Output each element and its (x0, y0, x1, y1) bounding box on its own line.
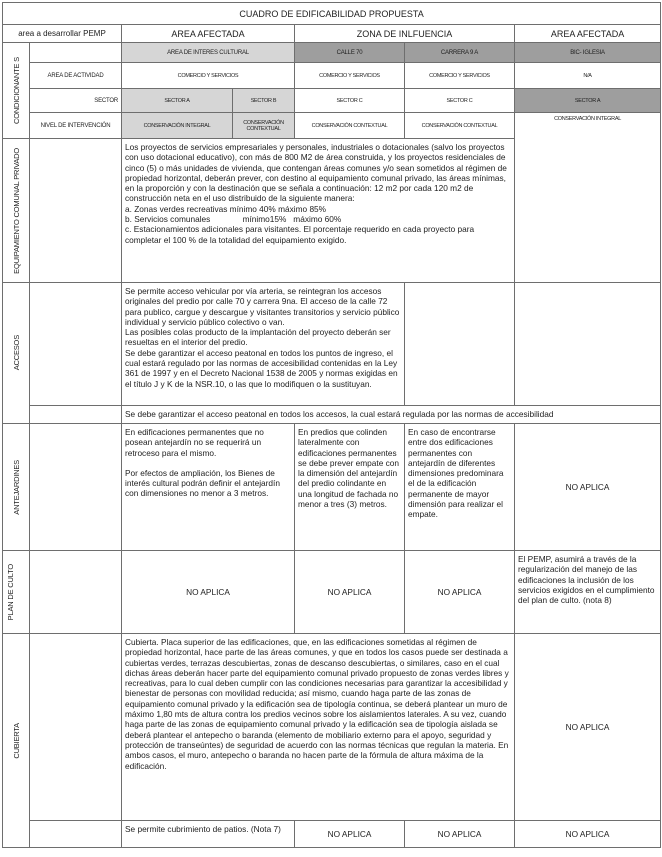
sector-col1a: SECTOR A (122, 89, 233, 113)
empty-cell (30, 634, 122, 821)
intervencion-col1b: CONSERVACIÓN CONTEXTUAL (233, 113, 295, 139)
plan-culto-col4: El PEMP, asumirá a través de la regularización del manejo de las edificaciones la inclusión de los servicios exigidos en el cumplimiento del plan de culto. (nota 8) (515, 551, 661, 634)
accesos-peatonal-text: Se debe garantizar el acceso peatonal en todos los accesos, la cual estará regulada por las normas de accesibilidad (122, 406, 661, 424)
empty-cell (30, 551, 122, 634)
antejardines-col3: En caso de encontrarse entre dos edificaciones permanentes con antejardín de diferentes dimensiones predominara el de la edificación permanente de mayor dimensión para realizar el empate. (405, 424, 515, 551)
actividad-col4: N/A (515, 63, 661, 89)
actividad-col2: COMERCIO Y SERVICIOS (295, 63, 405, 89)
edificabilidad-sheet (2, 2, 660, 855)
edificabilidad-table (2, 2, 661, 848)
sector-col2: SECTOR C (295, 89, 405, 113)
antejardines-col2: En predios que colinden lateralmente con edificaciones permanentes se debe prever empate con la dimensión del antejardín del predio colindante en una longitud de fachada no menor a tres (3) metros. (295, 424, 405, 551)
cubierta-label: CUBIERTA (3, 634, 30, 848)
area-desarrollar-header: area a desarrollar PEMP (3, 25, 122, 43)
equipamiento-text: Los proyectos de servicios empresariales y personales, industriales o dotacionales (salvo los proyectos con uso dotacional educativo), con más de 800 M2 de área construida, y los proyectos residenciales de cinco (5) o más unidades de vivienda, que contengan áreas comunes y/o sean sometidos al régimen de propiedad horizontal, deberán prever, con destino al equipamiento comunal privado, las áreas mínimas, en la proporción y con la destinación que se señala a continuación: 12 m2 por cada 120 m2 de construcción neta en el uso distribuido de la siguiente manera: a. Zonas verdes recreativas mínimo 40% máximo 85% b. Servicios comunales mínimo15% máximo 60% c. Estacionamientos adicionales para visitantes. El porcentaje requerido en cada proyecto para completar el 100 % de la totalidad del equipamiento exigido. (122, 139, 515, 283)
intervencion-col3: CONSERVACIÓN CONTEXTUAL (405, 113, 515, 139)
antejardines-col1: En edificaciones permanentes que no posean antejardín no se requerirá un retroceso para el mismo. Por efectos de ampliación, los Bienes de interés cultural podrán definir el antejardín con dimensiones no menor a 3 metros. (122, 424, 295, 551)
patios-col2: NO APLICA (295, 821, 405, 848)
intervencion-col2: CONSERVACIÓN CONTEXTUAL (295, 113, 405, 139)
intervencion-col4: CONSERVACIÓN INTEGRAL (515, 113, 661, 283)
accesos-label: ACCESOS (3, 283, 30, 424)
plan-culto-col1: NO APLICA (122, 551, 295, 634)
actividad-col1: COMERCIO Y SERVICIOS (122, 63, 295, 89)
cubierta-text: Cubierta. Placa superior de las edificaciones, que, en las edificaciones sometidas al régimen de propiedad horizontal, hace parte de las áreas comunes, y que en todos los casos puede ser destinada a cubiertas verdes, terrazas descubiertas, zonas de descanso descubiertas, o similares, caso en el cual dichas áreas deberán hacer parte del equipamiento comunal privado propuesto de zonas verdes libres y recreativas, para lo cual deben cumplir con las condiciones necesarias para garantizar la accesibilidad y bienestar de personas con movilidad reducida; así mismo, cuando haga parte de las zonas de equipamiento comunal privado y la edificación sea de tipología continua, se deberá plantear un muro de máximo 1,80 mts de altura contra los predios vecinos sobre los aislamientos laterales. A su vez, cuando haga parte de las zonas de equipamiento comunal privado y la edificación sea de tipología aislada se deberá plantear el antepecho o baranda (elemento de mobiliario externo para el apoyo, seguridad y protección de transeúntes) de seguridad de acuerdo con las normas técnicas que regulan la materia. En ambos casos, el muro, antepecho o baranda no hacen parte de la fórmula de altura máxima de la edificación. (122, 634, 515, 821)
empty-cell (30, 139, 122, 283)
empty-cell (30, 424, 122, 551)
antejardines-col4: NO APLICA (515, 424, 661, 551)
empty-cell (30, 43, 122, 63)
plan-culto-label: PLAN DE CULTO (3, 551, 30, 634)
condicionantes-label: CONDICIONANTE S (3, 43, 30, 139)
col-bic-iglesia: BIC- IGLESIA (515, 43, 661, 63)
cubierta-col4: NO APLICA (515, 634, 661, 821)
area-afectada-header-left: AREA AFECTADA (122, 25, 295, 43)
sector-label: SECTOR (30, 89, 122, 113)
accesos-text: Se permite acceso vehicular por vía arteria, se reintegran los accesos originales del predio por calle 70 y carrera 9na. El acceso de la calle 72 para publico, cargue y descargue y visitantes transitorios y servicio público individual y servicio público colectivo o van. Las posibles colas producto de la implantación del proyecto deberán ser resueltas en el interior del predio. Se debe garantizar el acceso peatonal en todos los puntos de ingreso, el cual estará regulado por las normas de accesibilidad contenidas en la Ley 361 de 1997 y en el Decreto Nacional 1538 de 2005 y normas exigidas en el título J y K de la NSR.10, o las que lo modifiquen o la sustituyan. (122, 283, 405, 406)
intervencion-label: NIVEL DE INTERVENCIÓN (30, 113, 122, 139)
col-calle70: CALLE 70 (295, 43, 405, 63)
empty-cell (515, 283, 661, 406)
patios-text: Se permite cubrimiento de patios. (Nota 7) (122, 821, 295, 848)
sector-col1b: SECTOR B (233, 89, 295, 113)
patios-col4: NO APLICA (515, 821, 661, 848)
patios-col3: NO APLICA (405, 821, 515, 848)
col-bic-cultural: AREA DE INTERES CULTURAL (122, 43, 295, 63)
col-carrera9a: CARRERA 9 A (405, 43, 515, 63)
empty-cell (405, 283, 515, 406)
actividad-col3: COMERCIO Y SERVICIOS (405, 63, 515, 89)
intervencion-col1a: CONSERVACIÓN INTEGRAL (122, 113, 233, 139)
actividad-label: AREA DE ACTIVIDAD (30, 63, 122, 89)
empty-cell (30, 821, 122, 848)
empty-cell (30, 283, 122, 406)
empty-cell (30, 406, 122, 424)
equipamiento-label: EQUIPAMIENTO COMUNAL PRIVADO (3, 139, 30, 283)
area-afectada-header-right: AREA AFECTADA (515, 25, 661, 43)
plan-culto-col2: NO APLICA (295, 551, 405, 634)
zona-influencia-header: ZONA DE INLFUENCIA (295, 25, 515, 43)
table-title: CUADRO DE EDIFICABILIDAD PROPUESTA (3, 3, 661, 25)
sector-col4: SECTOR A (515, 89, 661, 113)
antejardines-label: ANTEJARDINES (3, 424, 30, 551)
sector-col3: SECTOR C (405, 89, 515, 113)
plan-culto-col3: NO APLICA (405, 551, 515, 634)
